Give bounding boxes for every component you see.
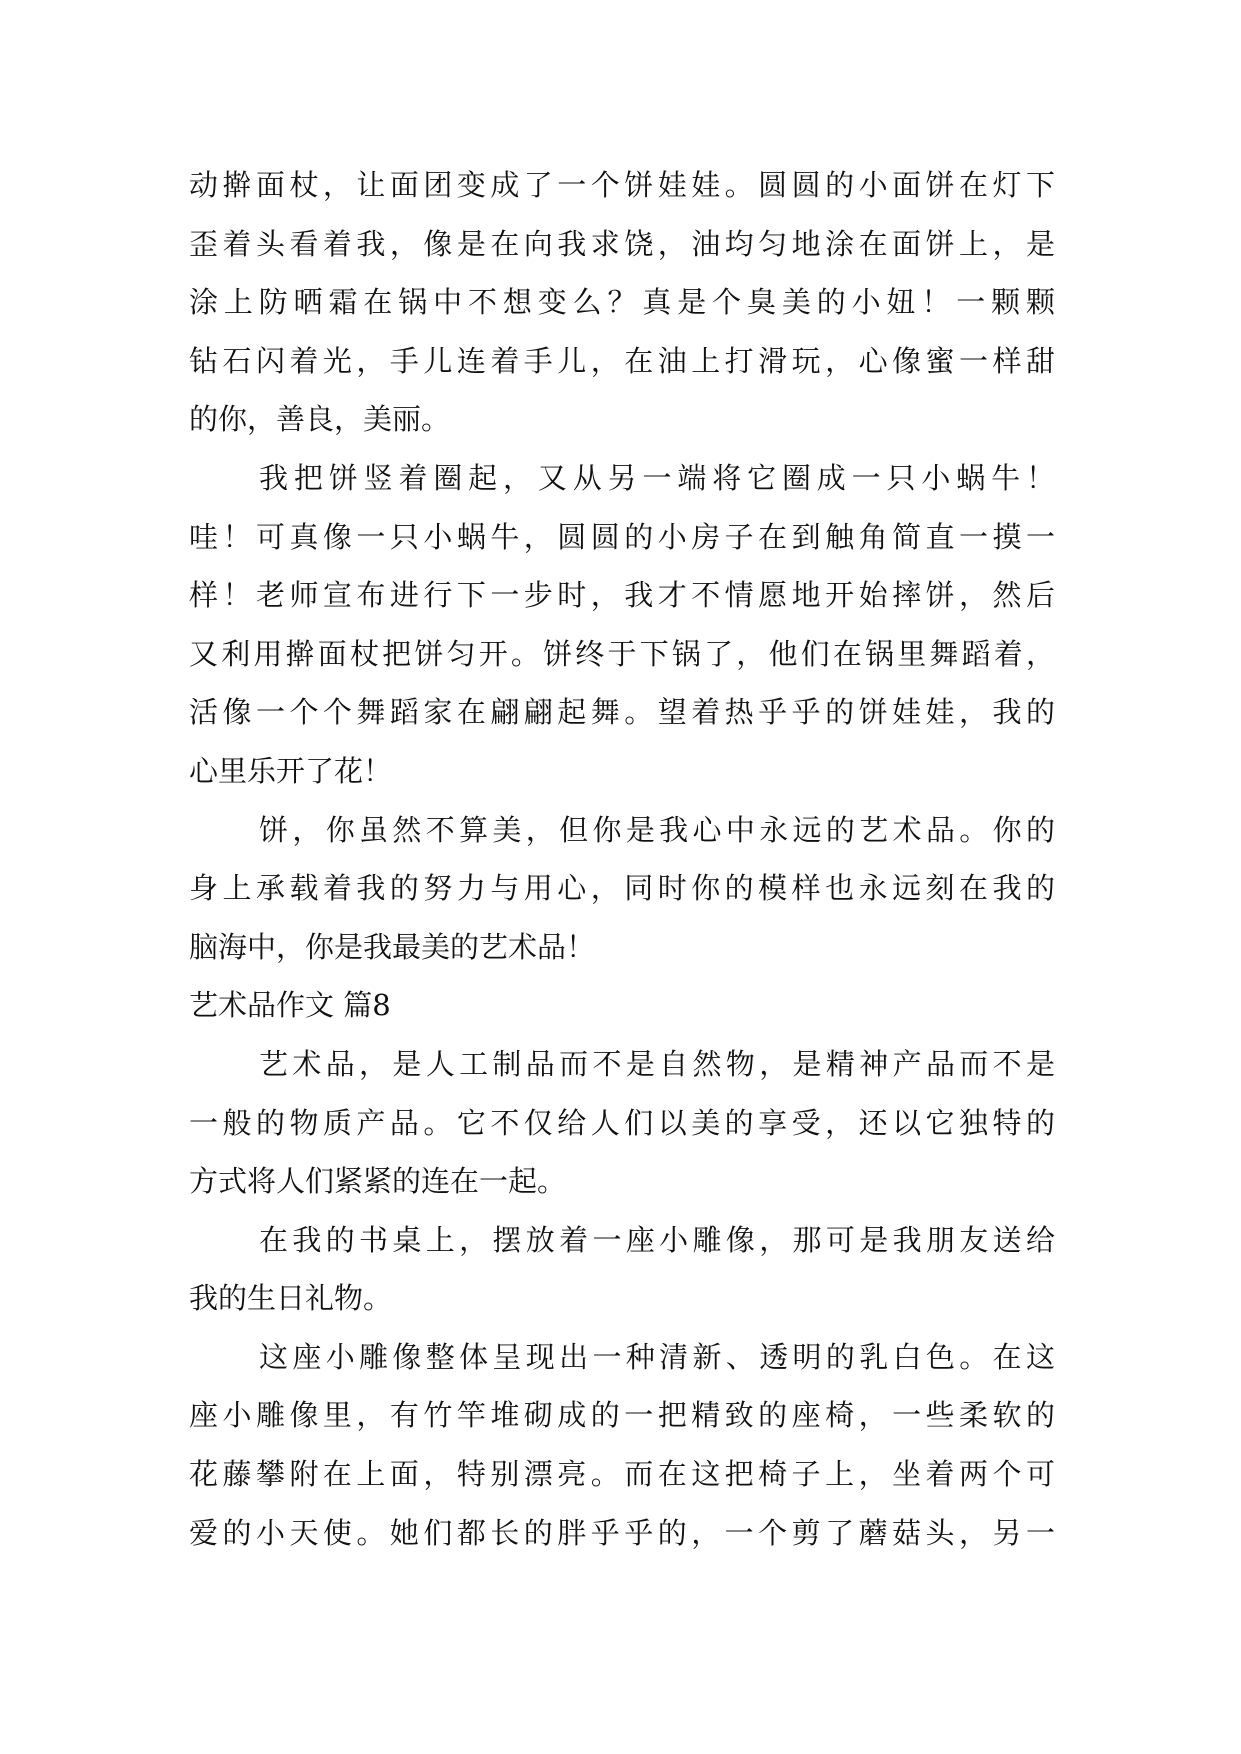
text-line: 这座小雕像整体呈现出一种清新、透明的乳白色。在这	[259, 1339, 1055, 1374]
text-line: 艺术品，是人工制品而不是自然物，是精神产品而不是	[259, 1046, 1055, 1081]
text-line: 花藤攀附在上面，特别漂亮。而在这把椅子上，坐着两个可	[189, 1457, 1055, 1492]
text-line: 座小雕像里，有竹竿堆砌成的一把精致的座椅，一些柔软的	[189, 1398, 1055, 1433]
paragraph	[189, 1328, 1055, 1562]
section-heading: 艺术品作文 篇8	[189, 988, 391, 1023]
text-line: 心里乐开了花！	[189, 753, 393, 788]
text-line: 歪着头看着我，像是在向我求饶，油均匀地涂在面饼上，是	[189, 226, 1055, 261]
text-line: 我的生日礼物。	[189, 1281, 393, 1316]
text-line: 动擀面杖，让面团变成了一个饼娃娃。圆圆的小面饼在灯下	[189, 168, 1055, 202]
paragraph	[189, 1035, 1055, 1211]
text-line: 又利用擀面杖把饼匀开。饼终于下锅了，他们在锅里舞蹈着，	[189, 636, 1055, 671]
text-line: 方式将人们紧紧的连在一起。	[189, 1164, 567, 1199]
text-line: 样！老师宣布进行下一步时，我才不情愿地开始摔饼，然后	[189, 578, 1055, 613]
text-line: 涂上防晒霜在锅中不想变么？真是个臭美的小妞！一颗颗	[189, 285, 1055, 320]
text-line: 爱的小天使。她们都长的胖乎乎的，一个剪了蘑菇头，另一	[189, 1515, 1055, 1550]
text-line: 我把饼竖着圈起，又从另一端将它圈成一只小蜗牛！	[259, 460, 1055, 495]
text-line: 在我的书桌上，摆放着一座小雕像，那可是我朋友送给	[259, 1222, 1055, 1257]
text-line: 一般的物质产品。它不仅给人们以美的享受，还以它独特的	[189, 1105, 1055, 1140]
text-line: 活像一个个舞蹈家在翩翩起舞。望着热乎乎的饼娃娃，我的	[189, 695, 1055, 730]
text-line: 的你，善良，美丽。	[189, 402, 451, 437]
paragraph	[189, 1211, 1055, 1328]
text-line: 哇！可真像一只小蜗牛，圆圆的小房子在到触角简直一摸一	[189, 519, 1055, 554]
document-body	[189, 156, 1055, 1562]
text-line: 饼，你虽然不算美，但你是我心中永远的艺术品。你的	[259, 812, 1055, 847]
paragraph	[189, 156, 1055, 449]
text-line: 钻石闪着光，手儿连着手儿，在油上打滑玩，心像蜜一样甜	[189, 343, 1055, 378]
text-line: 身上承载着我的努力与用心，同时你的模样也永远刻在我的	[189, 871, 1055, 906]
text-line: 脑海中，你是我最美的艺术品！	[189, 929, 596, 964]
paragraph	[189, 801, 1055, 977]
paragraph	[189, 449, 1055, 801]
